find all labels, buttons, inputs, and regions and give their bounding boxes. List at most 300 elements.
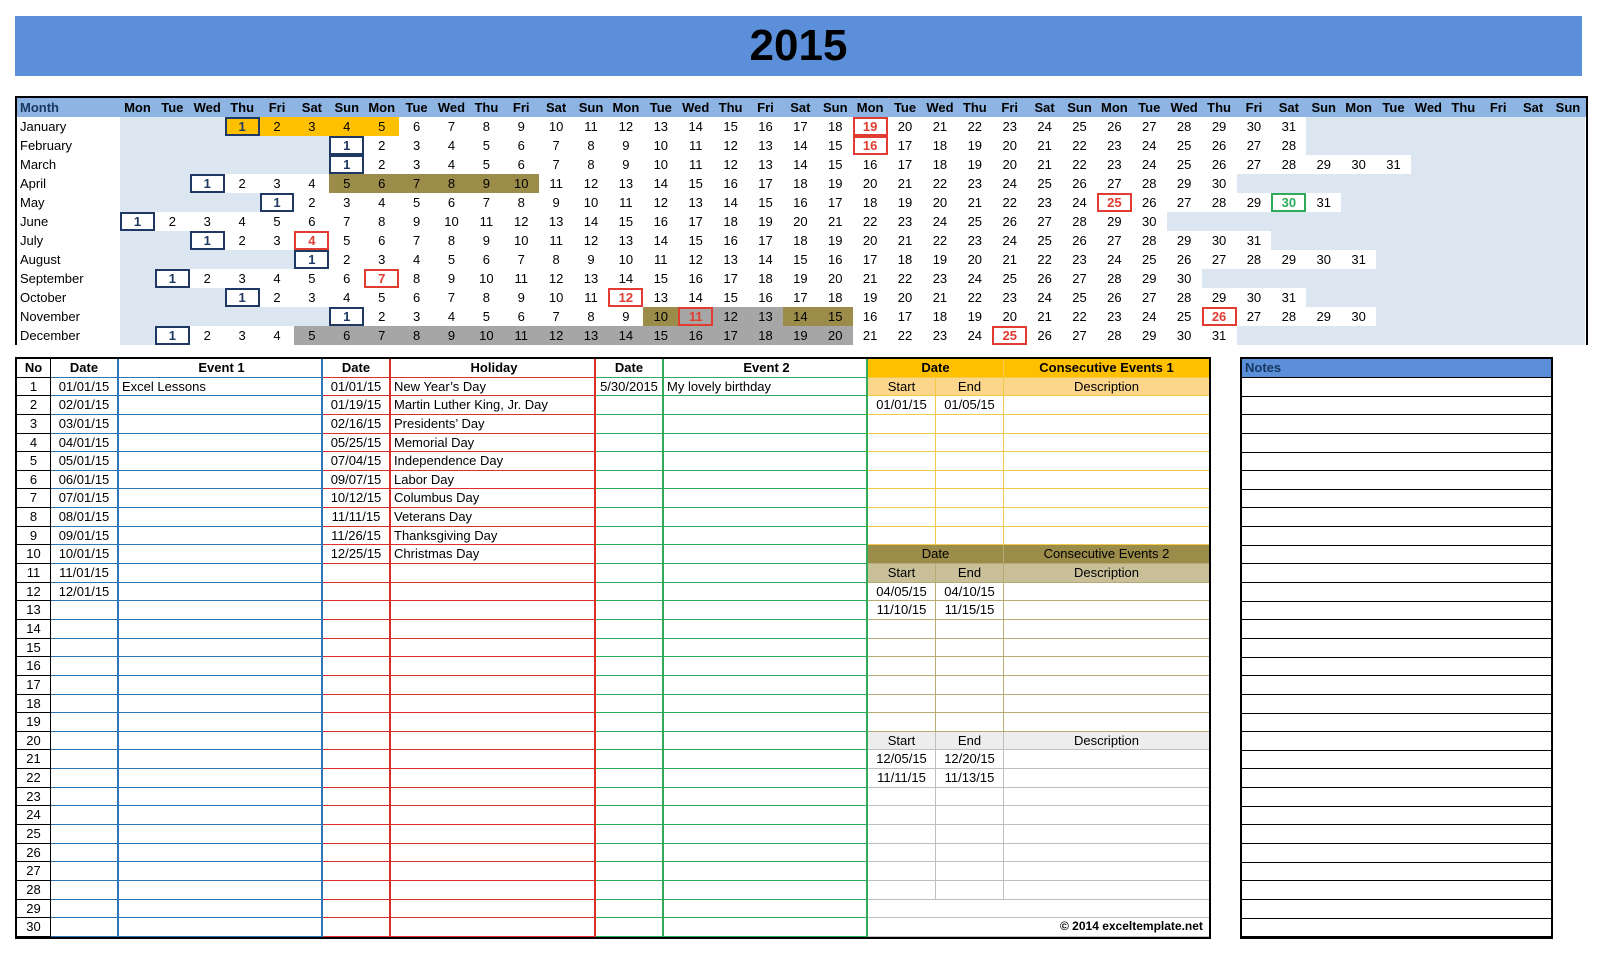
day-cell[interactable]: 29	[1316, 157, 1331, 172]
notes-row[interactable]	[1242, 453, 1551, 472]
event1-cell[interactable]	[119, 862, 323, 881]
holiday-cell[interactable]: Columbus Day	[391, 489, 596, 508]
event1-date-cell[interactable]	[51, 750, 119, 769]
event1-date-cell[interactable]	[51, 881, 119, 900]
event1-cell[interactable]	[119, 676, 323, 695]
start-cell[interactable]	[868, 844, 936, 863]
day-cell[interactable]: 22	[1072, 157, 1087, 172]
day-cell[interactable]: 5	[329, 174, 364, 193]
day-cell[interactable]: 23	[1037, 195, 1052, 210]
day-cell[interactable]: 1	[225, 117, 260, 136]
description-cell[interactable]	[1004, 769, 1209, 788]
start-cell[interactable]	[868, 620, 936, 639]
day-cell[interactable]: 30	[1316, 252, 1331, 267]
event2-cell[interactable]	[664, 489, 868, 508]
day-cell[interactable]: 7	[364, 326, 399, 345]
day-cell[interactable]: 5	[273, 214, 281, 229]
day-cell[interactable]: 7	[412, 233, 421, 248]
event2-cell[interactable]	[664, 508, 868, 527]
event2-date-cell[interactable]	[596, 862, 664, 881]
day-cell[interactable]: 12	[583, 233, 599, 248]
day-cell[interactable]: 25	[992, 326, 1027, 345]
holiday-date-cell[interactable]	[323, 732, 391, 751]
day-cell[interactable]: 25	[1072, 119, 1087, 134]
day-cell[interactable]: 20	[862, 233, 878, 248]
day-cell[interactable]: 25	[1176, 309, 1192, 324]
event1-date-cell[interactable]	[51, 620, 119, 639]
day-cell[interactable]: 23	[1002, 119, 1017, 134]
day-cell[interactable]: 14	[653, 176, 669, 191]
day-cell[interactable]: 27	[1037, 214, 1052, 229]
day-cell[interactable]: 3	[378, 252, 386, 267]
day-cell[interactable]: 11	[688, 138, 703, 153]
day-cell[interactable]: 28	[1211, 195, 1227, 210]
event2-cell[interactable]	[664, 881, 868, 900]
day-cell[interactable]: 16	[853, 136, 888, 155]
notes-row[interactable]	[1242, 397, 1551, 416]
holiday-cell[interactable]	[391, 844, 596, 863]
holiday-date-cell[interactable]	[323, 639, 391, 658]
holiday-date-cell[interactable]	[323, 844, 391, 863]
holiday-cell[interactable]: Thanksgiving Day	[391, 527, 596, 546]
day-cell[interactable]: 10	[583, 195, 599, 210]
day-cell[interactable]: 16	[723, 176, 738, 191]
notes-row[interactable]	[1242, 378, 1551, 397]
event1-date-cell[interactable]: 03/01/15	[51, 415, 119, 434]
day-cell[interactable]: 16	[653, 214, 669, 229]
day-cell[interactable]: 11	[479, 214, 494, 229]
event2-date-cell[interactable]	[596, 471, 664, 490]
day-cell[interactable]: 7	[482, 195, 490, 210]
event1-date-cell[interactable]	[51, 806, 119, 825]
day-cell[interactable]: 29	[1142, 328, 1157, 343]
day-cell[interactable]: 12	[514, 214, 529, 229]
day-cell[interactable]: 15	[818, 307, 853, 326]
day-cell[interactable]: 22	[932, 233, 948, 248]
holiday-date-cell[interactable]	[323, 564, 391, 583]
day-cell[interactable]: 3	[412, 309, 421, 324]
holiday-date-cell[interactable]	[323, 806, 391, 825]
event1-date-cell[interactable]	[51, 900, 119, 919]
start-cell[interactable]: 04/05/15	[868, 583, 936, 602]
event2-cell[interactable]	[664, 900, 868, 919]
day-cell[interactable]: 28	[1107, 328, 1122, 343]
start-cell[interactable]	[868, 657, 936, 676]
day-cell[interactable]: 30	[1211, 233, 1227, 248]
event2-date-cell[interactable]	[596, 434, 664, 453]
day-cell[interactable]: 17	[793, 290, 808, 305]
description-cell[interactable]	[1004, 844, 1209, 863]
day-cell[interactable]: 26	[1037, 328, 1052, 343]
start-cell[interactable]	[868, 434, 936, 453]
day-cell[interactable]: 22	[967, 290, 983, 305]
day-cell[interactable]: 24	[1142, 138, 1157, 153]
description-cell[interactable]	[1004, 750, 1209, 769]
event1-date-cell[interactable]: 07/01/15	[51, 489, 119, 508]
description-cell[interactable]	[1004, 639, 1209, 658]
day-cell[interactable]: 7	[552, 138, 560, 153]
holiday-date-cell[interactable]: 05/25/15	[323, 434, 391, 453]
day-cell[interactable]: 24	[967, 271, 983, 286]
event2-cell[interactable]: My lovely birthday	[664, 378, 868, 397]
day-cell[interactable]: 7	[552, 157, 560, 172]
day-cell[interactable]: 22	[1072, 309, 1087, 324]
description-cell[interactable]	[1004, 695, 1209, 714]
day-cell[interactable]: 14	[688, 290, 703, 305]
day-cell[interactable]: 4	[412, 252, 421, 267]
event1-date-cell[interactable]: 10/01/15	[51, 545, 119, 564]
holiday-cell[interactable]: New Year’s Day	[391, 378, 596, 397]
day-cell[interactable]: 15	[828, 138, 843, 153]
description-cell[interactable]	[1004, 489, 1209, 508]
day-cell[interactable]: 14	[688, 119, 703, 134]
day-cell[interactable]: 4	[329, 117, 364, 136]
day-cell[interactable]: 13	[548, 214, 564, 229]
holiday-cell[interactable]	[391, 713, 596, 732]
end-cell[interactable]	[936, 695, 1004, 714]
event2-cell[interactable]	[664, 415, 868, 434]
day-cell[interactable]: 21	[862, 271, 878, 286]
end-cell[interactable]: 11/15/15	[936, 601, 1004, 620]
end-cell[interactable]	[936, 452, 1004, 471]
day-cell[interactable]: 7	[399, 174, 434, 193]
notes-row[interactable]	[1242, 527, 1551, 546]
day-cell[interactable]: 22	[897, 271, 913, 286]
holiday-cell[interactable]: Independence Day	[391, 452, 596, 471]
day-cell[interactable]: 29	[1142, 271, 1157, 286]
day-cell[interactable]: 2	[203, 271, 211, 286]
day-cell[interactable]: 11	[619, 195, 633, 210]
day-cell[interactable]: 24	[1107, 252, 1122, 267]
day-cell[interactable]: 18	[748, 326, 783, 345]
day-cell[interactable]: 10	[548, 290, 564, 305]
day-cell[interactable]: 1	[225, 288, 260, 307]
day-cell[interactable]: 2	[203, 328, 211, 343]
day-cell[interactable]: 8	[434, 174, 469, 193]
day-cell[interactable]: 12	[688, 252, 703, 267]
day-cell[interactable]: 15	[618, 214, 634, 229]
event2-cell[interactable]	[664, 918, 868, 937]
start-cell[interactable]	[868, 471, 936, 490]
day-cell[interactable]: 30	[1211, 176, 1227, 191]
event2-cell[interactable]	[664, 564, 868, 583]
day-cell[interactable]: 19	[758, 214, 773, 229]
description-cell[interactable]	[1004, 657, 1209, 676]
day-cell[interactable]: 21	[897, 176, 913, 191]
start-cell[interactable]	[868, 825, 936, 844]
day-cell[interactable]: 12	[713, 307, 748, 326]
event2-date-cell[interactable]	[596, 750, 664, 769]
event1-date-cell[interactable]: 12/01/15	[51, 583, 119, 602]
description-cell[interactable]	[1004, 415, 1209, 434]
holiday-cell[interactable]	[391, 620, 596, 639]
event1-date-cell[interactable]: 01/01/15	[51, 378, 119, 397]
end-cell[interactable]	[936, 434, 1004, 453]
day-cell[interactable]: 5	[482, 157, 490, 172]
start-cell[interactable]	[868, 676, 936, 695]
day-cell[interactable]: 19	[828, 176, 843, 191]
day-cell[interactable]: 9	[622, 157, 630, 172]
notes-row[interactable]	[1242, 490, 1551, 509]
day-cell[interactable]: 17	[897, 309, 913, 324]
event1-cell[interactable]	[119, 769, 323, 788]
day-cell[interactable]: 20	[1002, 309, 1017, 324]
day-cell[interactable]: 25	[1176, 138, 1192, 153]
day-cell[interactable]: 28	[1072, 214, 1087, 229]
day-cell[interactable]: 26	[1202, 307, 1237, 326]
day-cell[interactable]: 11	[549, 176, 563, 191]
event1-cell[interactable]	[119, 415, 323, 434]
holiday-cell[interactable]	[391, 825, 596, 844]
day-cell[interactable]: 9	[412, 214, 421, 229]
holiday-cell[interactable]	[391, 601, 596, 620]
day-cell[interactable]: 29	[1246, 195, 1262, 210]
day-cell[interactable]: 14	[793, 138, 808, 153]
event1-cell[interactable]	[119, 825, 323, 844]
notes-row[interactable]	[1242, 844, 1551, 863]
notes-row[interactable]	[1242, 825, 1551, 844]
end-cell[interactable]	[936, 471, 1004, 490]
start-cell[interactable]: 11/11/15	[868, 769, 936, 788]
day-cell[interactable]: 26	[1037, 271, 1052, 286]
day-cell[interactable]: 23	[967, 233, 983, 248]
day-cell[interactable]: 16	[793, 195, 808, 210]
day-cell[interactable]: 27	[1107, 176, 1122, 191]
day-cell[interactable]: 10	[514, 233, 529, 248]
day-cell[interactable]: 10	[618, 252, 634, 267]
event2-cell[interactable]	[664, 676, 868, 695]
holiday-date-cell[interactable]	[323, 676, 391, 695]
day-cell[interactable]: 18	[862, 195, 878, 210]
day-cell[interactable]: 19	[967, 157, 983, 172]
day-cell[interactable]: 19	[967, 138, 983, 153]
notes-row[interactable]	[1242, 919, 1551, 938]
description-cell[interactable]	[1004, 508, 1209, 527]
day-cell[interactable]: 20	[967, 252, 983, 267]
day-cell[interactable]: 24	[1037, 290, 1052, 305]
day-cell[interactable]: 23	[1107, 309, 1122, 324]
event1-cell[interactable]	[119, 601, 323, 620]
event1-cell[interactable]	[119, 788, 323, 807]
day-cell[interactable]: 8	[447, 233, 456, 248]
day-cell[interactable]: 18	[897, 252, 913, 267]
day-cell[interactable]: 17	[897, 157, 913, 172]
event2-date-cell[interactable]	[596, 788, 664, 807]
day-cell[interactable]: 11	[504, 326, 539, 345]
day-cell[interactable]: 7	[552, 309, 560, 324]
day-cell[interactable]: 6	[517, 138, 525, 153]
day-cell[interactable]: 3	[308, 290, 316, 305]
end-cell[interactable]: 11/13/15	[936, 769, 1004, 788]
day-cell[interactable]: 28	[1142, 233, 1157, 248]
event1-cell[interactable]	[119, 695, 323, 714]
holiday-cell[interactable]	[391, 881, 596, 900]
day-cell[interactable]: 6	[482, 252, 490, 267]
end-cell[interactable]	[936, 713, 1004, 732]
day-cell[interactable]: 22	[862, 214, 878, 229]
event1-cell[interactable]	[119, 844, 323, 863]
notes-row[interactable]	[1242, 620, 1551, 639]
start-cell[interactable]	[868, 415, 936, 434]
day-cell[interactable]: 27	[1176, 195, 1192, 210]
event1-date-cell[interactable]: 05/01/15	[51, 452, 119, 471]
day-cell[interactable]: 12	[723, 138, 738, 153]
description-cell[interactable]	[1004, 713, 1209, 732]
day-cell[interactable]: 6	[308, 214, 316, 229]
event2-cell[interactable]	[664, 620, 868, 639]
day-cell[interactable]: 13	[574, 326, 609, 345]
event2-cell[interactable]	[664, 639, 868, 658]
day-cell[interactable]: 24	[1072, 195, 1087, 210]
event1-cell[interactable]	[119, 713, 323, 732]
notes-row[interactable]	[1242, 471, 1551, 490]
day-cell[interactable]: 4	[294, 231, 329, 250]
holiday-date-cell[interactable]: 07/04/15	[323, 452, 391, 471]
day-cell[interactable]: 6	[517, 309, 525, 324]
day-cell[interactable]: 23	[967, 176, 983, 191]
event2-date-cell[interactable]	[596, 844, 664, 863]
day-cell[interactable]: 28	[1281, 157, 1297, 172]
day-cell[interactable]: 24	[1002, 233, 1017, 248]
day-cell[interactable]: 27	[1246, 157, 1262, 172]
day-cell[interactable]: 29	[1316, 309, 1331, 324]
day-cell[interactable]: 11	[584, 290, 598, 305]
day-cell[interactable]: 23	[897, 214, 913, 229]
start-cell[interactable]	[868, 788, 936, 807]
day-cell[interactable]: 12	[583, 176, 599, 191]
day-cell[interactable]: 12	[548, 271, 564, 286]
day-cell[interactable]: 16	[758, 290, 773, 305]
day-cell[interactable]: 22	[967, 119, 983, 134]
day-cell[interactable]: 27	[1072, 271, 1087, 286]
event2-cell[interactable]	[664, 788, 868, 807]
event1-date-cell[interactable]	[51, 601, 119, 620]
day-cell[interactable]: 2	[308, 195, 316, 210]
day-cell[interactable]: 31	[1246, 233, 1262, 248]
day-cell[interactable]: 3	[238, 271, 246, 286]
day-cell[interactable]: 28	[1281, 138, 1297, 153]
notes-row[interactable]	[1242, 732, 1551, 751]
day-cell[interactable]: 23	[932, 328, 948, 343]
holiday-cell[interactable]	[391, 676, 596, 695]
holiday-date-cell[interactable]	[323, 695, 391, 714]
day-cell[interactable]: 21	[862, 328, 878, 343]
day-cell[interactable]: 15	[828, 157, 843, 172]
day-cell[interactable]: 15	[688, 233, 703, 248]
event2-date-cell[interactable]	[596, 713, 664, 732]
day-cell[interactable]: 13	[653, 290, 669, 305]
day-cell[interactable]: 20	[897, 119, 913, 134]
day-cell[interactable]: 13	[758, 157, 773, 172]
end-cell[interactable]	[936, 676, 1004, 695]
day-cell[interactable]: 24	[932, 214, 948, 229]
holiday-date-cell[interactable]: 09/07/15	[323, 471, 391, 490]
description-cell[interactable]	[1004, 396, 1209, 415]
start-cell[interactable]	[868, 508, 936, 527]
event1-date-cell[interactable]	[51, 918, 119, 937]
day-cell[interactable]: 17	[713, 326, 748, 345]
day-cell[interactable]: 4	[378, 195, 386, 210]
day-cell[interactable]: 4	[273, 328, 281, 343]
holiday-date-cell[interactable]	[323, 657, 391, 676]
day-cell[interactable]: 19	[793, 271, 808, 286]
notes-row[interactable]	[1242, 546, 1551, 565]
day-cell[interactable]: 27	[1142, 119, 1157, 134]
event2-date-cell[interactable]	[596, 527, 664, 546]
event1-cell[interactable]: Excel Lessons	[119, 378, 323, 397]
day-cell[interactable]: 20	[862, 176, 878, 191]
holiday-date-cell[interactable]	[323, 620, 391, 639]
day-cell[interactable]: 6	[517, 157, 525, 172]
day-cell[interactable]: 4	[343, 290, 351, 305]
day-cell[interactable]: 9	[517, 290, 525, 305]
event1-date-cell[interactable]	[51, 657, 119, 676]
notes-row[interactable]	[1242, 658, 1551, 677]
day-cell[interactable]: 13	[618, 233, 634, 248]
day-cell[interactable]: 10	[444, 214, 459, 229]
notes-row[interactable]	[1242, 564, 1551, 583]
day-cell[interactable]: 29	[1281, 252, 1297, 267]
day-cell[interactable]: 31	[1281, 119, 1297, 134]
event1-date-cell[interactable]	[51, 695, 119, 714]
day-cell[interactable]: 31	[1351, 252, 1366, 267]
event1-date-cell[interactable]: 04/01/15	[51, 434, 119, 453]
event2-date-cell[interactable]	[596, 918, 664, 937]
notes-row[interactable]	[1242, 881, 1551, 900]
day-cell[interactable]: 18	[932, 157, 948, 172]
description-cell[interactable]	[1004, 788, 1209, 807]
day-cell[interactable]: 9	[517, 119, 525, 134]
event2-cell[interactable]	[664, 434, 868, 453]
day-cell[interactable]: 31	[1316, 195, 1331, 210]
day-cell[interactable]: 1	[190, 174, 225, 193]
day-cell[interactable]: 11	[584, 119, 598, 134]
day-cell[interactable]: 15	[653, 271, 669, 286]
day-cell[interactable]: 27	[1246, 138, 1262, 153]
day-cell[interactable]: 9	[552, 195, 560, 210]
holiday-cell[interactable]	[391, 695, 596, 714]
end-cell[interactable]	[936, 657, 1004, 676]
holiday-date-cell[interactable]: 11/26/15	[323, 527, 391, 546]
day-cell[interactable]: 6	[447, 195, 456, 210]
day-cell[interactable]: 3	[412, 157, 421, 172]
day-cell[interactable]: 2	[378, 138, 386, 153]
day-cell[interactable]: 19	[967, 309, 983, 324]
day-cell[interactable]: 22	[1072, 138, 1087, 153]
day-cell[interactable]: 1	[190, 231, 225, 250]
holiday-cell[interactable]	[391, 769, 596, 788]
notes-row[interactable]	[1242, 602, 1551, 621]
start-cell[interactable]	[868, 695, 936, 714]
day-cell[interactable]: 19	[932, 252, 948, 267]
event2-date-cell[interactable]	[596, 489, 664, 508]
holiday-date-cell[interactable]	[323, 601, 391, 620]
event2-date-cell[interactable]	[596, 601, 664, 620]
day-cell[interactable]: 6	[412, 119, 421, 134]
day-cell[interactable]: 21	[1037, 309, 1052, 324]
day-cell[interactable]: 25	[1072, 290, 1087, 305]
day-cell[interactable]: 5	[412, 195, 421, 210]
description-cell[interactable]	[1004, 825, 1209, 844]
event2-date-cell[interactable]	[596, 508, 664, 527]
day-cell[interactable]: 8	[378, 214, 386, 229]
day-cell[interactable]: 8	[482, 290, 490, 305]
day-cell[interactable]: 18	[932, 309, 948, 324]
day-cell[interactable]: 4	[308, 176, 316, 191]
day-cell[interactable]: 21	[932, 119, 948, 134]
end-cell[interactable]	[936, 527, 1004, 546]
day-cell[interactable]: 29	[1211, 119, 1227, 134]
